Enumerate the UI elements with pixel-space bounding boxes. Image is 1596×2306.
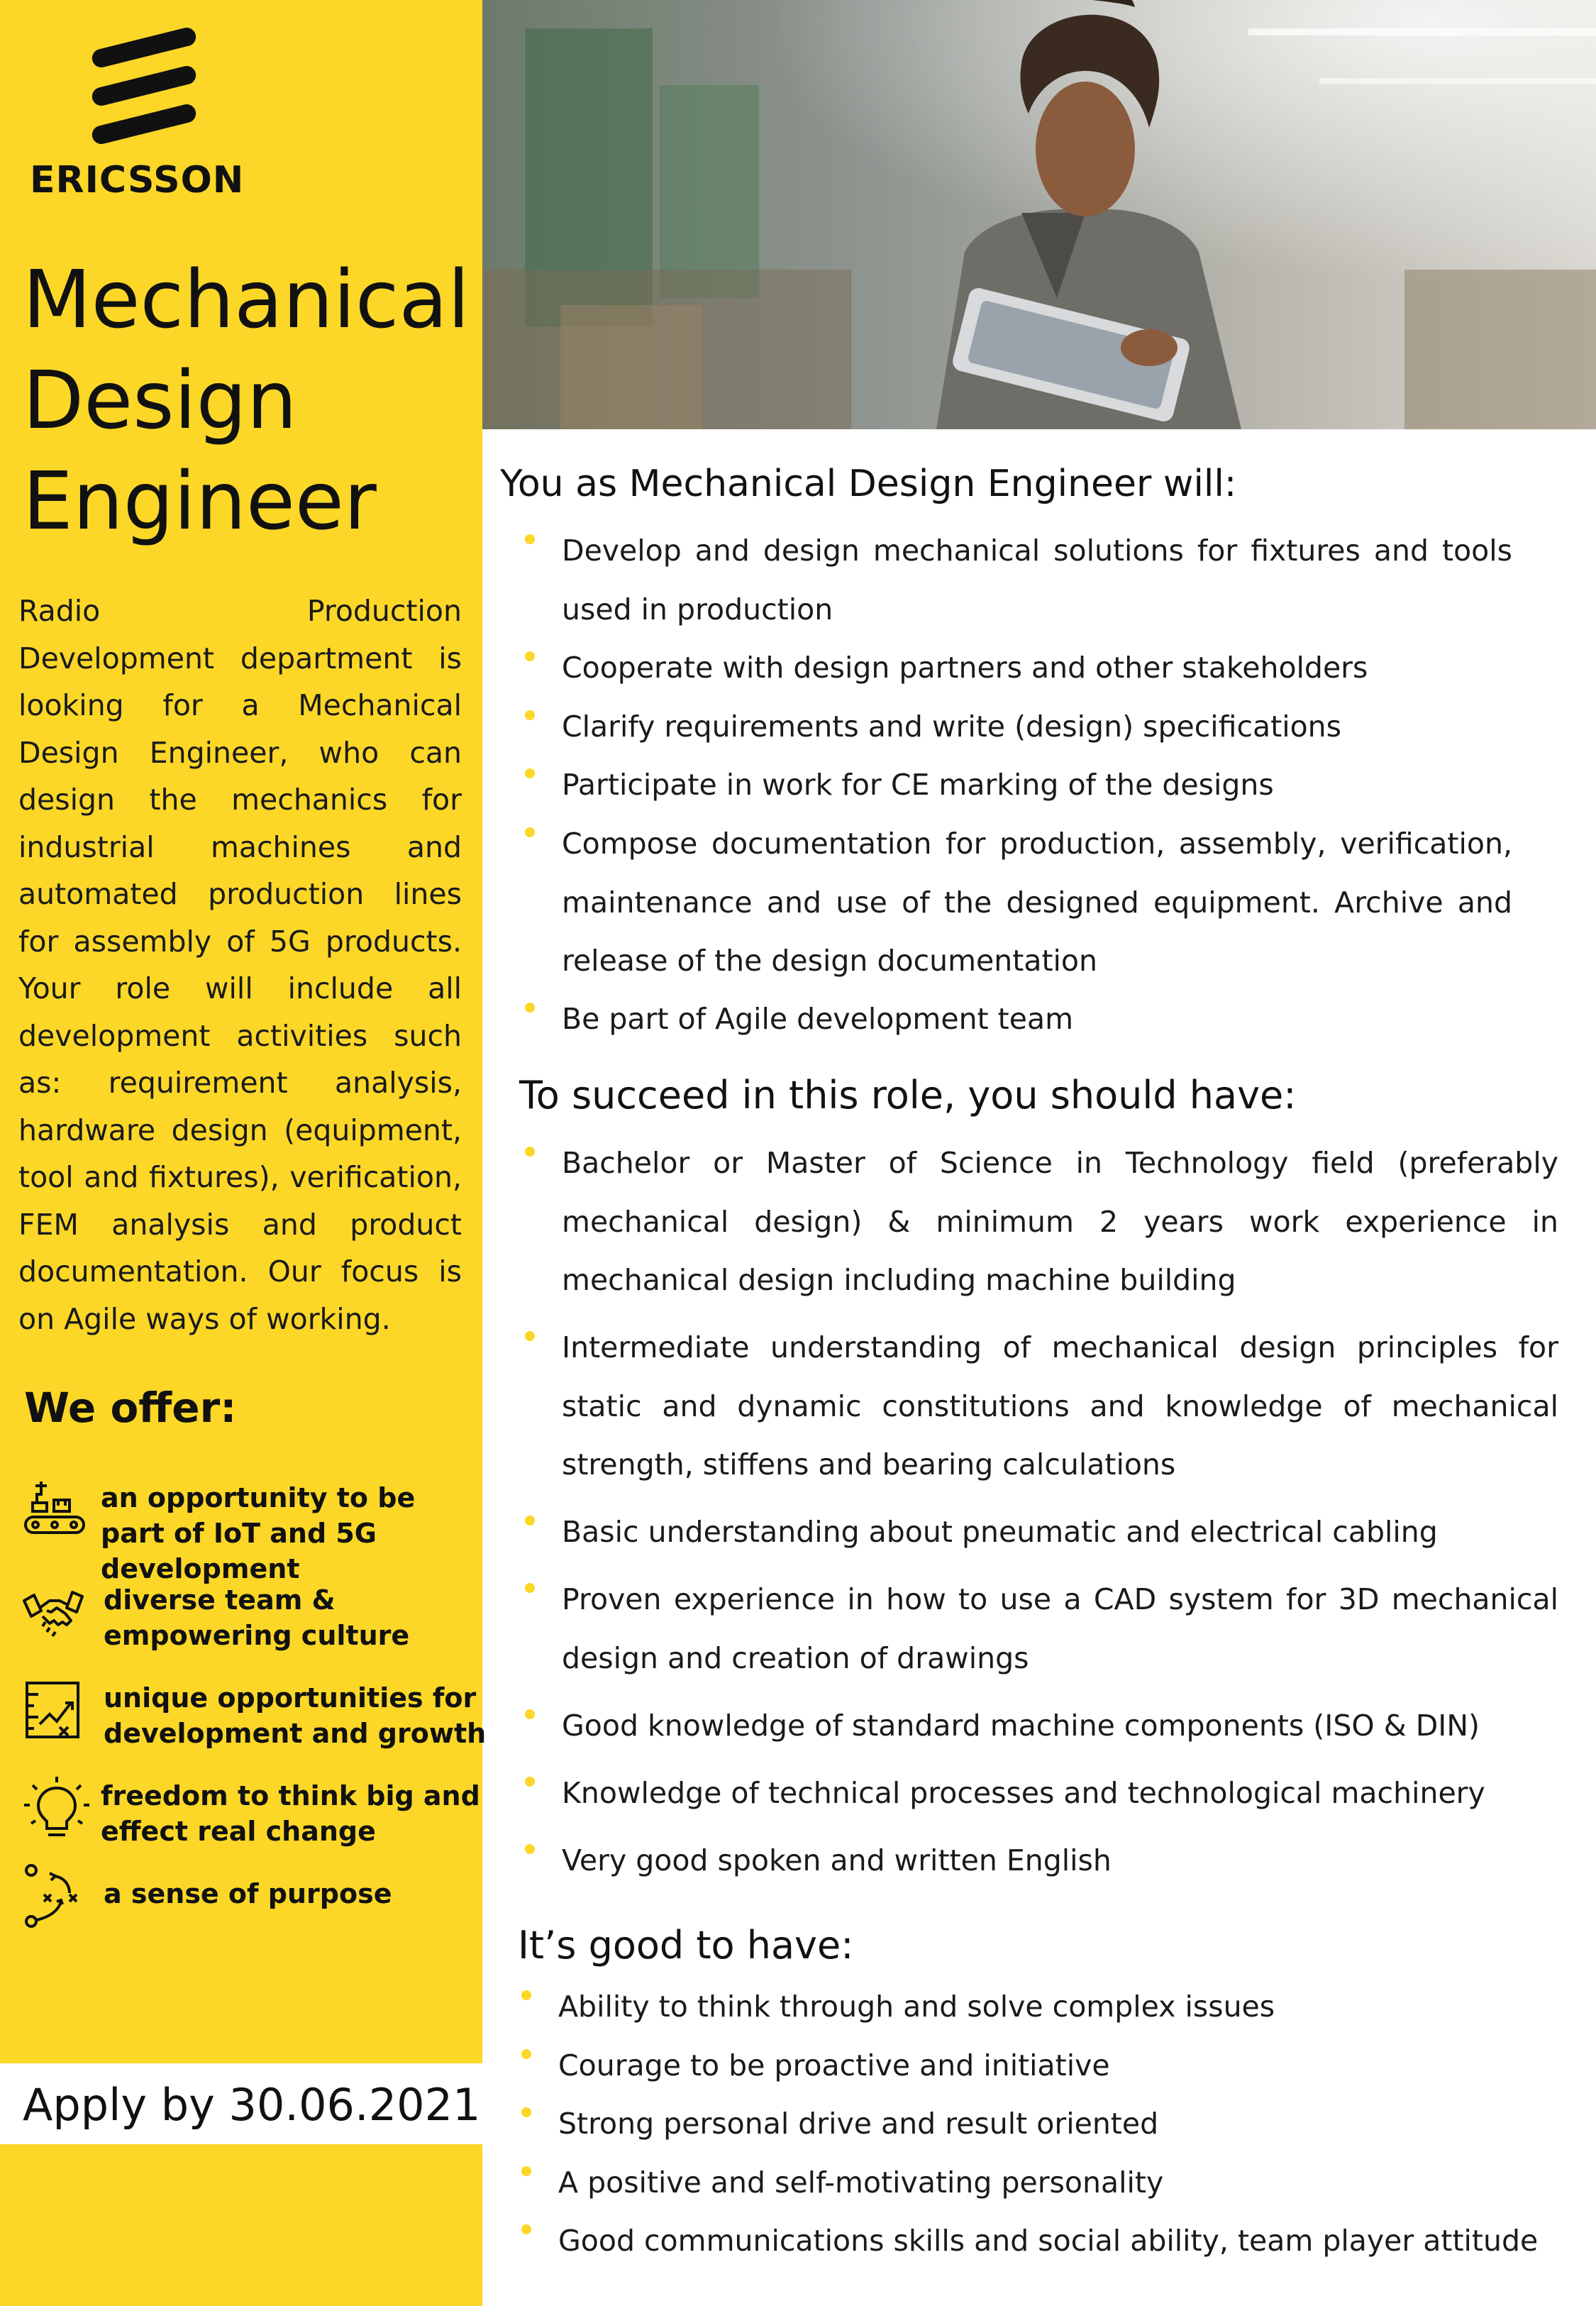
bullet-icon — [525, 1709, 535, 1719]
brand-name: ERICSSON — [30, 159, 245, 202]
bullet-icon — [525, 1147, 535, 1157]
bullet-icon — [525, 1516, 535, 1526]
growth-chart-icon — [21, 1677, 92, 1748]
offer-text: a sense of purpose — [104, 1878, 392, 1909]
bullet-icon — [521, 2049, 531, 2059]
bullet-icon — [525, 1844, 535, 1854]
list-item: Good communications skills and social ability, team player attitude — [558, 2212, 1555, 2271]
list-item: Good knowledge of standard machine components (ISO & DIN) — [562, 1697, 1558, 1755]
list-item: Proven experience in how to use a CAD system for 3D mechanical design and creation of drawings — [562, 1570, 1558, 1687]
bullet-icon — [525, 827, 535, 837]
left-sidebar — [0, 0, 487, 2306]
list-item: Bachelor or Master of Science in Technology field (preferably mechanical design) & minimum 2 years work experience in mechanical design including machine building — [562, 1134, 1558, 1310]
list-item: Be part of Agile development team — [562, 990, 1512, 1049]
engineer-with-tablet-photo — [482, 0, 1596, 429]
strategy-play-icon — [21, 1860, 92, 1931]
list-item: Ability to think through and solve complex issues — [558, 1977, 1555, 2036]
bullet-icon — [525, 1777, 535, 1787]
apply-deadline-bar — [0, 2063, 482, 2144]
bullet-icon — [525, 710, 535, 720]
list-item: Knowledge of technical processes and technological machinery — [562, 1764, 1558, 1823]
list-item: Basic understanding about pneumatic and electrical cabling — [562, 1503, 1558, 1562]
list-item: Courage to be proactive and initiative — [558, 2036, 1555, 2095]
job-title: Mechanical Design Engineer — [23, 254, 470, 548]
bullet-icon — [521, 2166, 531, 2176]
handshake-icon — [21, 1579, 92, 1650]
bullet-icon — [525, 1331, 535, 1341]
list-item: Cooperate with design partners and other stakeholders — [562, 639, 1512, 697]
list-item: Participate in work for CE marking of the designs — [562, 756, 1512, 815]
responsibilities-heading: You as Mechanical Design Engineer will: — [500, 463, 1237, 505]
offer-item — [21, 1775, 482, 1853]
offer-item — [21, 1579, 482, 1657]
offer-text: diverse team & empowering culture — [104, 1584, 410, 1651]
offer-item — [21, 1477, 482, 1584]
bullet-icon — [521, 2224, 531, 2234]
bullet-icon — [525, 768, 535, 778]
bullet-icon — [521, 1990, 531, 2000]
list-item: Strong personal drive and result oriented — [558, 2095, 1555, 2153]
list-item: Compose documentation for production, assembly, verification, maintenance and use of the designed equipment. Archive and release of the design documentation — [562, 815, 1512, 991]
list-item: Clarify requirements and write (design) specifications — [562, 697, 1512, 756]
offer-text: unique opportunities for development and growth — [104, 1682, 487, 1749]
ericsson-logo — [30, 26, 243, 203]
offer-item — [21, 1677, 487, 1755]
conveyor-robot-icon — [21, 1477, 92, 1548]
list-item: Intermediate understanding of mechanical design principles for static and dynamic constitutions and knowledge of mechanical strength, stiffens and bearing calculations — [562, 1318, 1558, 1494]
list-item: Develop and design mechanical solutions for fixtures and tools used in production — [562, 522, 1512, 639]
lightbulb-icon — [21, 1775, 92, 1846]
offer-item — [21, 1860, 482, 1938]
bullet-icon — [525, 534, 535, 544]
bullet-icon — [521, 2107, 531, 2117]
requirements-heading: To succeed in this role, you should have: — [519, 1073, 1297, 1118]
offer-text: freedom to think big and effect real change — [101, 1780, 480, 1847]
photo-illustration — [482, 0, 1596, 429]
list-item: A positive and self-motivating personality — [558, 2153, 1555, 2212]
list-item: Very good spoken and written English — [562, 1831, 1558, 1890]
ericsson-logo-icon — [84, 26, 204, 146]
job-intro: Radio Production Development department is looking for a Mechanical Design Engineer, who can design the mechanics for industrial machines and automated production lines for assembly of 5G products. Your role will include all development activities such as: requirement analysis, hardware design (equipment, tool and fixtures), verification, FEM analysis and product documentation. Our focus is on Agile ways of working. — [18, 594, 462, 1336]
offer-heading: We offer: — [24, 1384, 237, 1432]
bullet-icon — [525, 1003, 535, 1013]
bullet-icon — [525, 1583, 535, 1593]
apply-deadline: Apply by 30.06.2021 — [23, 2079, 481, 2131]
offer-text: an opportunity to be part of IoT and 5G development — [101, 1482, 416, 1584]
nice-to-have-heading: It’s good to have: — [518, 1923, 854, 1968]
bullet-icon — [525, 651, 535, 661]
